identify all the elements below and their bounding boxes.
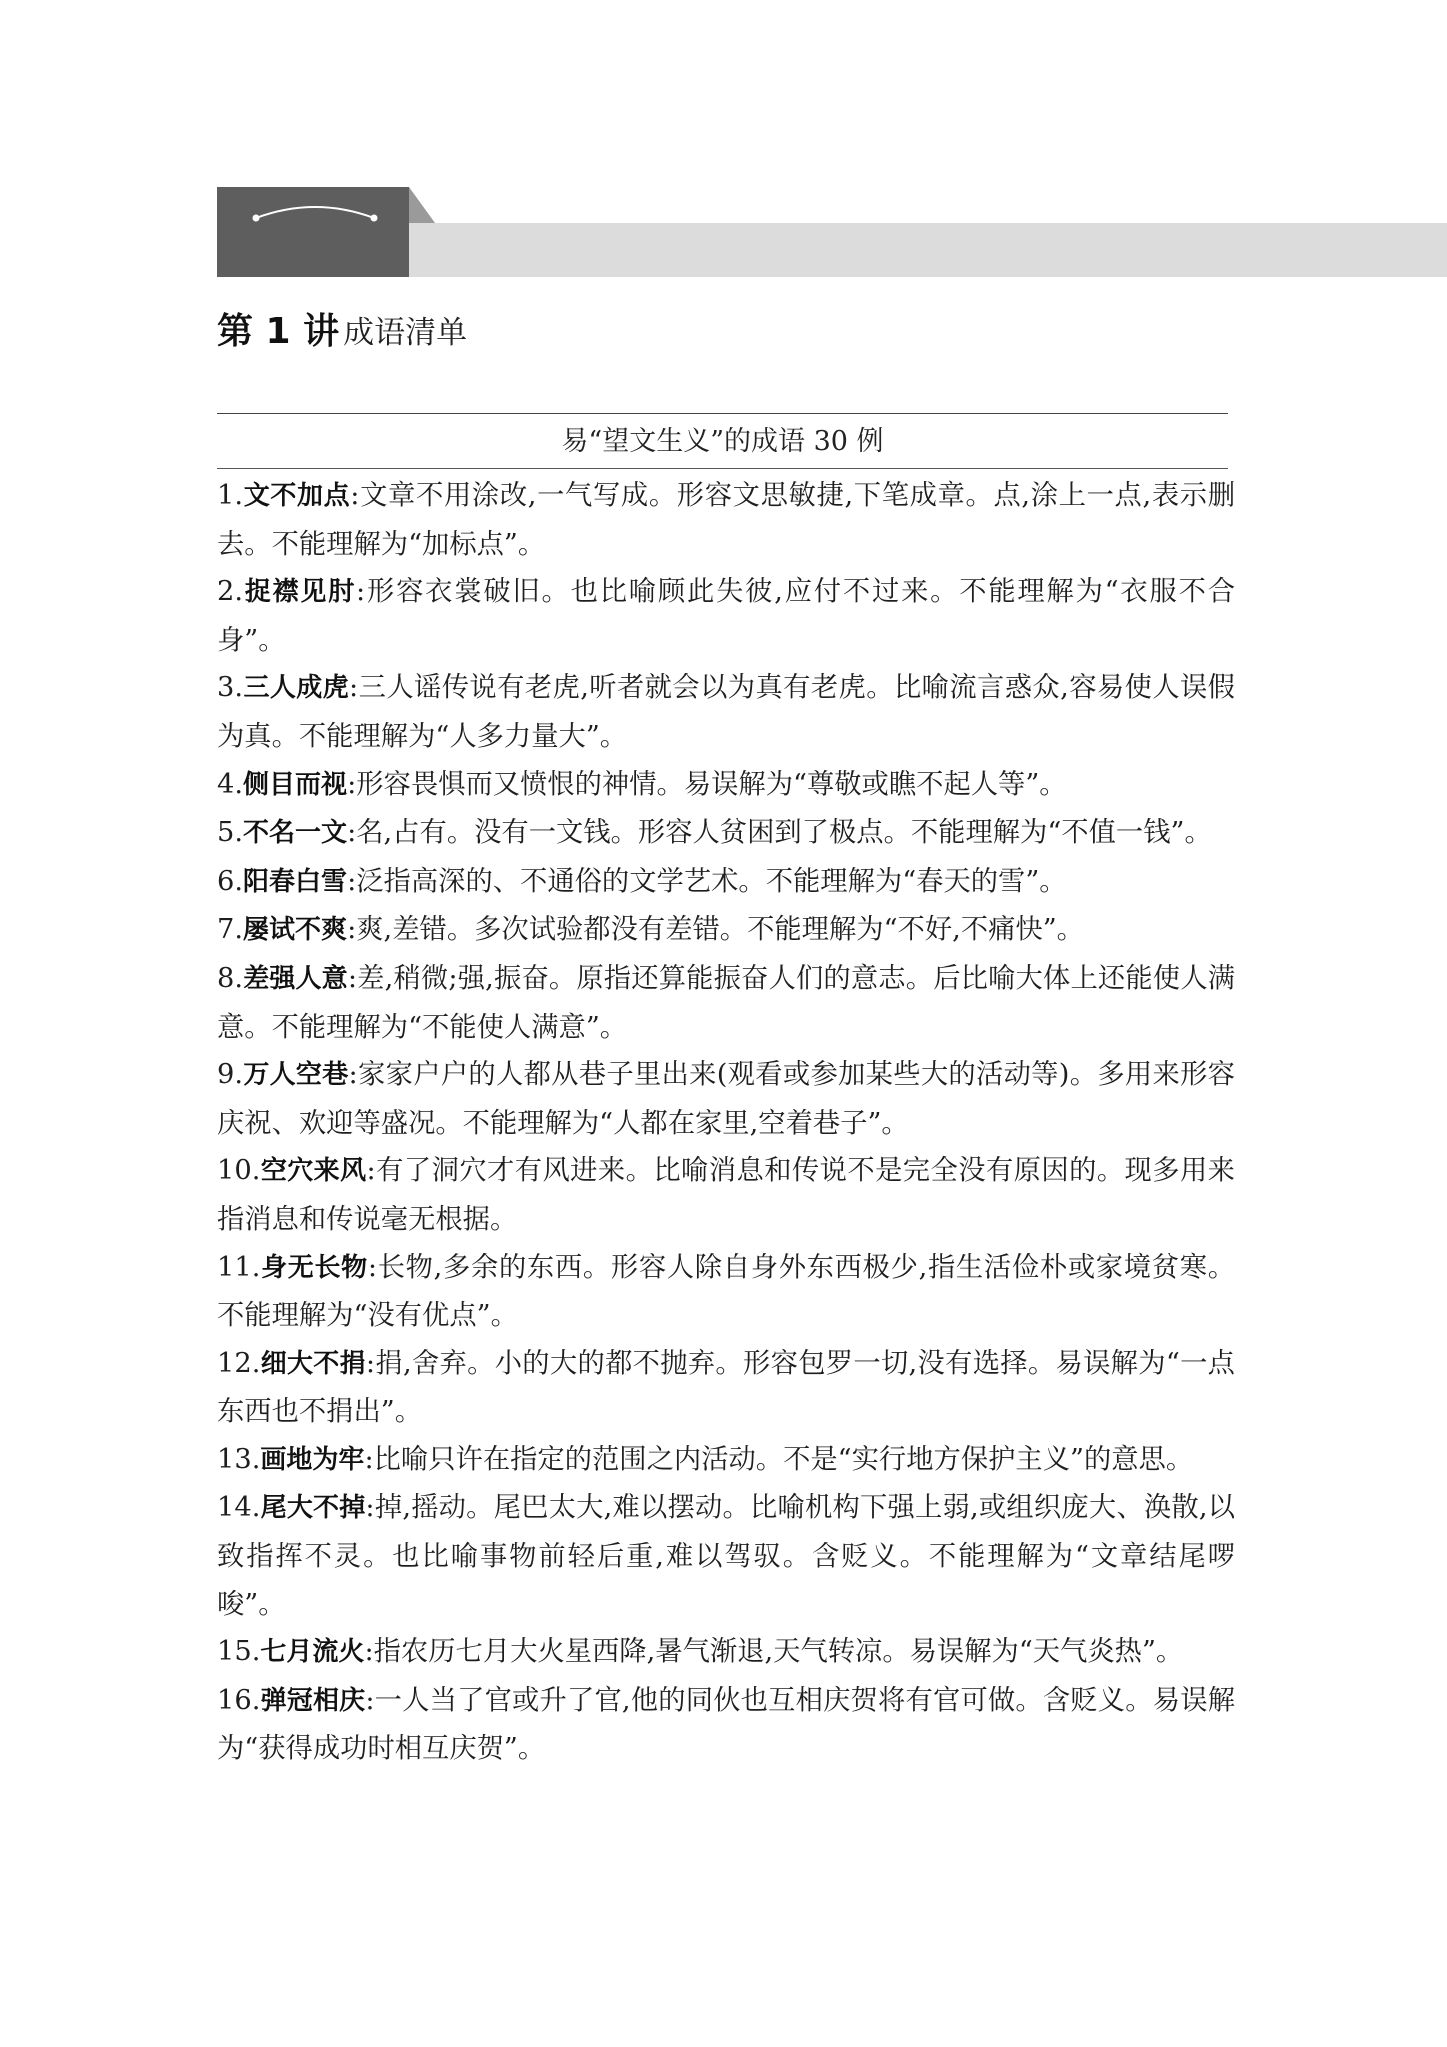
idiom-definition: :爽,差错。多次试验都没有差错。不能理解为“不好,不痛快”。 [347,914,1084,946]
entry-number: 5. [217,817,244,849]
idiom-entry [217,568,1235,664]
idiom-entry [217,1244,1235,1340]
idiom-entry [217,1628,1235,1677]
idiom-term: 七月流火 [260,1637,365,1668]
entry-number: 13. [217,1443,261,1475]
idiom-entry [217,955,1235,1051]
header-banner-fold [409,187,435,223]
idiom-definition: :泛指高深的、不通俗的文学艺术。不能理解为“春天的雪”。 [347,865,1067,897]
idiom-entry [217,858,1235,907]
idiom-term: 差强人意 [243,963,348,994]
lecture-title [217,303,467,359]
idiom-term: 空穴来风 [260,1156,367,1187]
table-caption: 易“望文生义”的成语 30 例 [561,426,884,457]
idiom-term: 万人空巷 [243,1060,349,1091]
lecture-subtitle: 成语清单 [343,315,468,351]
entry-number: 9. [217,1059,244,1091]
idiom-term: 尾大不掉 [260,1493,366,1524]
entry-number: 2. [217,576,244,608]
entry-number: 12. [217,1347,261,1379]
idiom-term: 侧目而视 [243,769,348,800]
idiom-entry [217,906,1235,955]
entry-number: 4. [217,768,244,800]
idiom-entry [217,1677,1235,1773]
idiom-entry [217,1051,1235,1147]
idiom-definition: :有了洞穴才有风进来。比喻消息和传说不是完全没有原因的。现多用来指消息和传说毫无根据。 [217,1155,1235,1235]
idiom-definition: :文章不用涂改,一气写成。形容文思敏捷,下笔成章。点,涂上一点,表示删去。不能理解为“加标点”。 [217,480,1235,560]
entry-number: 15. [217,1636,261,1668]
idiom-term: 画地为牢 [260,1444,365,1475]
idiom-entry [217,472,1235,568]
entry-number: 6. [217,865,244,897]
idiom-definition: :差,稍微;强,振奋。原指还算能振奋人们的意志。后比喻大体上还能使人满意。不能理解为“不能使人满意”。 [217,962,1235,1043]
idiom-definition: :三人谣传说有老虎,听者就会以为真有老虎。比喻流言惑众,容易使人误假为真。不能理解为“人多力量大”。 [217,672,1235,752]
idiom-definition: :家家户户的人都从巷子里出来(观看或参加某些大的活动等)。多用来形容庆祝、欢迎等盛况。不能理解为“人都在家里,空着巷子”。 [217,1059,1235,1139]
entry-number: 10. [217,1155,261,1187]
idiom-definition: :指农历七月大火星西降,暑气渐退,天气转凉。易误解为“天气炎热”。 [364,1636,1184,1668]
idiom-term: 细大不捐 [260,1348,366,1379]
idiom-definition: :形容畏惧而又愤恨的神情。易误解为“尊敬或瞧不起人等”。 [347,768,1067,800]
entry-number: 1. [217,480,244,511]
idiom-term: 身无长物 [260,1252,368,1283]
idiom-entry [217,1484,1235,1628]
idiom-term: 三人成虎 [243,673,350,704]
idiom-list [217,472,1235,1773]
idiom-entry [217,761,1235,810]
idiom-definition: :比喻只许在指定的范围之内活动。不是“实行地方保护主义”的意思。 [364,1443,1194,1475]
idiom-entry [217,1436,1235,1485]
entry-number: 3. [217,672,244,704]
idiom-term: 文不加点 [243,481,351,511]
idiom-term: 屡试不爽 [243,915,348,946]
idiom-definition: :捐,舍弃。小的大的都不抛弃。形容包罗一切,没有选择。易误解为“一点东西也不捐出”。 [217,1347,1235,1428]
entry-number: 14. [217,1492,261,1524]
idiom-entry [217,809,1235,858]
idiom-entry [217,664,1235,760]
entry-number: 8. [217,962,244,994]
idiom-definition: :掉,摇动。尾巴太大,难以摆动。比喻机构下强上弱,或组织庞大、涣散,以致指挥不灵。也比喻事物前轻后重,难以驾驭。含贬义。不能理解为“文章结尾啰唆”。 [217,1492,1235,1620]
idiom-definition: :长物,多余的东西。形容人除自身外东西极少,指生活俭朴或家境贫寒。不能理解为“没有优点”。 [217,1251,1235,1332]
idiom-term: 不名一文 [243,818,348,849]
entry-number: 7. [217,914,244,946]
idiom-definition: :名,占有。没有一文钱。形容人贫困到了极点。不能理解为“不值一钱”。 [347,817,1212,849]
entry-number: 11. [217,1251,261,1283]
idiom-entry [217,1340,1235,1436]
idiom-definition: :形容衣裳破旧。也比喻顾此失彼,应付不过来。不能理解为“衣服不合身”。 [217,576,1235,656]
idiom-entry [217,1147,1235,1243]
lecture-number: 第 1 讲 [217,311,340,352]
idiom-term: 阳春白雪 [243,866,348,897]
idiom-definition: :一人当了官或升了官,他的同伙也互相庆贺将有官可做。含贬义。易误解为“获得成功时相互庆贺”。 [217,1684,1235,1765]
arc-ornament-icon [250,198,380,228]
idiom-term: 捉襟见肘 [243,577,357,608]
table-top-rule [217,413,1228,414]
entry-number: 16. [217,1684,261,1716]
table-header-rule [217,468,1228,469]
idiom-term: 弹冠相庆 [260,1685,366,1716]
